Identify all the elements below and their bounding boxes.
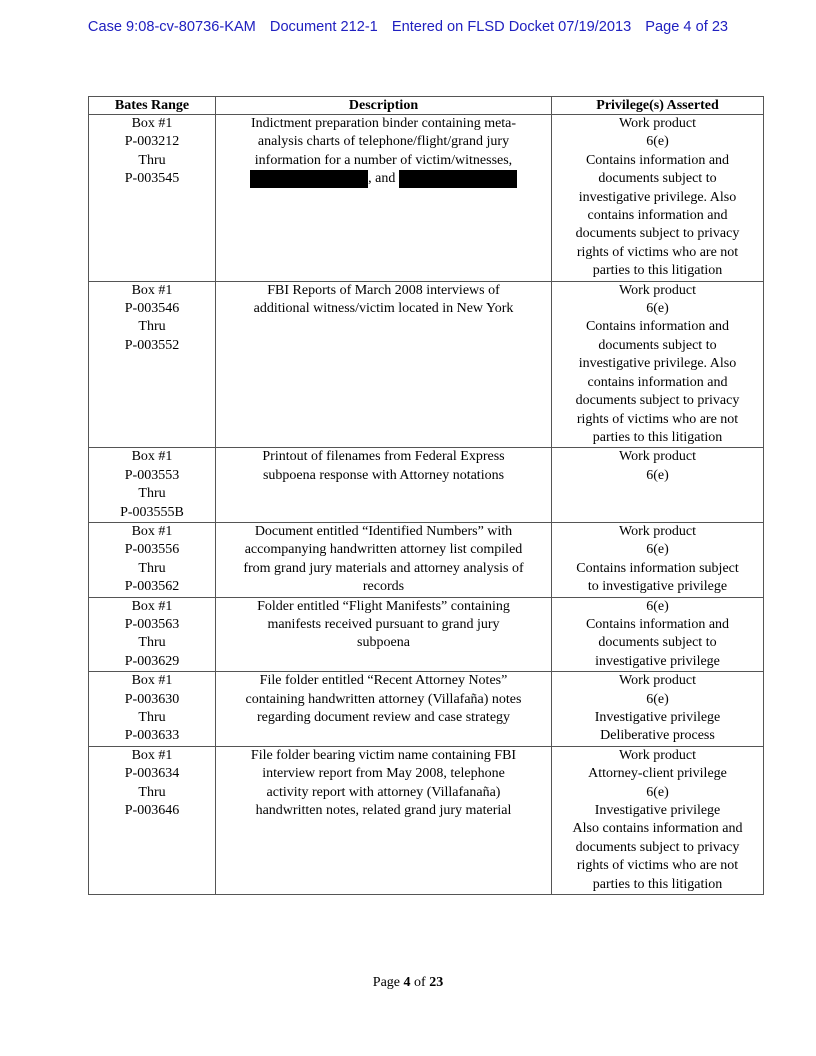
- privilege-line: rights of victims who are not: [576, 858, 739, 874]
- bates-line: P-003630: [124, 691, 180, 707]
- bates-line: P-003555B: [120, 504, 184, 520]
- bates-cell: [89, 281, 216, 448]
- privilege-line: Work product: [618, 282, 697, 298]
- bates-cell: [89, 746, 216, 894]
- document-number: Document 212-1: [269, 19, 378, 35]
- docket-entry: Entered on FLSD Docket 07/19/2013: [391, 19, 632, 35]
- privilege-line: investigative privilege: [595, 653, 720, 669]
- bates-line: P-003562: [124, 579, 180, 595]
- redacted-line: [218, 170, 549, 188]
- privilege-line: Contains information and: [585, 319, 730, 335]
- description-line: regarding document review and case strategy: [256, 710, 511, 725]
- description-line: Document entitled “Identified Numbers” with: [254, 523, 513, 539]
- description-line: subpoena: [357, 635, 410, 651]
- privilege-line: 6(e): [646, 784, 669, 800]
- privilege-line: parties to this litigation: [592, 263, 723, 279]
- privilege-line: documents subject to privacy: [575, 393, 740, 409]
- description-line: File folder bearing victim name containing FBI: [250, 747, 517, 763]
- privilege-line: 6(e): [646, 134, 669, 150]
- bates-line: P-003629: [124, 653, 180, 669]
- description-line: Printout of filenames from Federal Express: [262, 449, 505, 465]
- table-row: [89, 522, 764, 597]
- privilege-line: rights of victims who are not: [576, 244, 739, 260]
- privilege-line: investigative privilege. Also: [578, 189, 737, 205]
- table-row: [89, 597, 764, 672]
- privilege-line: parties to this litigation: [592, 876, 723, 892]
- bates-line: P-003212: [124, 134, 180, 150]
- description-line: FBI Reports of March 2008 interviews of: [267, 282, 500, 298]
- privilege-line: Investigative privilege: [594, 803, 721, 819]
- docket-header: [0, 19, 816, 35]
- privilege-line: Investigative privilege: [594, 710, 721, 725]
- privilege-line: Contains information and: [585, 616, 730, 632]
- bates-line: P-003634: [124, 766, 180, 782]
- privilege-line: 6(e): [646, 542, 669, 558]
- privilege-line: Work product: [618, 747, 697, 763]
- description-line: handwritten notes, related grand jury material: [255, 803, 512, 819]
- description-cell: [216, 522, 552, 597]
- footer-total-pages: 23: [429, 975, 444, 990]
- bates-line: Box #1: [131, 598, 173, 614]
- case-number: Case 9:08-cv-80736-KAM: [87, 19, 256, 35]
- bates-line: Box #1: [131, 449, 173, 465]
- privilege-line: Contains information subject: [576, 560, 739, 576]
- column-header-bates: Bates Range: [89, 97, 216, 115]
- privilege-line: to investigative privilege: [587, 579, 728, 595]
- description-line: interview report from May 2008, telephone: [262, 766, 505, 782]
- privilege-line: Work product: [618, 523, 697, 539]
- privilege-line: contains information and: [587, 208, 728, 224]
- footer-page-label: Page: [372, 975, 401, 990]
- privileges-cell: [552, 597, 764, 672]
- description-line: activity report with attorney (Villafanaña): [266, 784, 501, 800]
- privilege-line: investigative privilege. Also: [578, 356, 737, 372]
- privilege-line: 6(e): [646, 691, 669, 707]
- description-cell: [216, 672, 552, 747]
- header-page-number: Page 4 of 23: [645, 19, 729, 35]
- footer-current-page: 4: [403, 975, 411, 990]
- bates-line: Box #1: [131, 747, 173, 763]
- bates-line: P-003556: [124, 542, 180, 558]
- privilege-line: contains information and: [587, 374, 728, 390]
- privilege-line: Also contains information and: [572, 821, 743, 837]
- bates-cell: [89, 522, 216, 597]
- privilege-line: documents subject to privacy: [575, 226, 740, 242]
- privilege-log-table: [88, 96, 764, 895]
- description-cell: [216, 597, 552, 672]
- bates-line: Thru: [138, 560, 166, 576]
- bates-line: P-003563: [124, 616, 180, 632]
- bates-line: P-003552: [124, 337, 180, 353]
- privilege-line: parties to this litigation: [592, 429, 723, 445]
- bates-line: P-003646: [124, 803, 180, 819]
- bates-line: Thru: [138, 635, 166, 651]
- bates-line: P-003553: [124, 467, 180, 483]
- bates-cell: [89, 597, 216, 672]
- bates-cell: [89, 448, 216, 523]
- privileges-cell: [552, 281, 764, 448]
- privileges-cell: [552, 746, 764, 894]
- description-cell: [216, 746, 552, 894]
- privilege-line: documents subject to: [598, 337, 717, 353]
- bates-line: Thru: [138, 319, 166, 335]
- description-line: information for a number of victim/witnesses,: [254, 152, 513, 168]
- bates-cell: [89, 115, 216, 282]
- bates-line: Box #1: [131, 116, 173, 131]
- privilege-line: documents subject to: [598, 171, 717, 187]
- bates-line: Box #1: [131, 282, 173, 298]
- column-header-description: Description: [216, 97, 552, 115]
- bates-line: Thru: [138, 710, 166, 725]
- privilege-line: Work product: [618, 449, 697, 465]
- table-row: [89, 672, 764, 747]
- bates-line: P-003546: [124, 301, 180, 317]
- footer-of-label: of: [414, 975, 426, 990]
- description-line: accompanying handwritten attorney list compiled: [244, 542, 523, 558]
- bates-line: Box #1: [131, 673, 173, 689]
- description-line: File folder entitled “Recent Attorney Notes”: [259, 673, 508, 689]
- privileges-cell: [552, 115, 764, 282]
- privilege-line: Attorney-client privilege: [588, 766, 727, 782]
- description-line: additional witness/victim located in New York: [253, 301, 514, 317]
- privilege-line: rights of victims who are not: [576, 411, 739, 427]
- table-row: [89, 281, 764, 448]
- redaction-box: [399, 170, 517, 188]
- table-row: [89, 448, 764, 523]
- description-cell: [216, 115, 552, 282]
- bates-line: Thru: [138, 784, 166, 800]
- privilege-line: 6(e): [646, 598, 669, 614]
- table-row: [89, 746, 764, 894]
- description-line: manifests received pursuant to grand jury: [267, 616, 500, 632]
- bates-line: P-003633: [124, 728, 180, 744]
- privilege-line: Work product: [618, 673, 697, 689]
- description-line: analysis charts of telephone/flight/grand jury: [257, 134, 510, 150]
- description-cell: [216, 448, 552, 523]
- page-footer: [0, 975, 816, 991]
- privileges-cell: [552, 448, 764, 523]
- bates-line: P-003545: [124, 171, 180, 187]
- bates-line: Thru: [138, 486, 166, 502]
- privilege-line: documents subject to: [598, 635, 717, 651]
- table-row: [89, 115, 764, 282]
- bates-cell: [89, 672, 216, 747]
- privilege-line: documents subject to privacy: [575, 839, 740, 855]
- description-line: records: [362, 579, 405, 595]
- column-header-privileges: Privilege(s) Asserted: [552, 97, 764, 115]
- privilege-line: 6(e): [646, 467, 669, 483]
- privilege-line: Work product: [618, 116, 697, 131]
- description-cell: [216, 281, 552, 448]
- privileges-cell: [552, 522, 764, 597]
- bates-line: Box #1: [131, 523, 173, 539]
- description-line: from grand jury materials and attorney analysis of: [243, 560, 524, 576]
- description-line: containing handwritten attorney (Villafaña) notes: [245, 691, 522, 707]
- privileges-cell: [552, 672, 764, 747]
- description-line: subpoena response with Attorney notations: [262, 467, 505, 483]
- privilege-line: Contains information and: [585, 152, 730, 168]
- table-header-row: [89, 97, 764, 115]
- privilege-line: Deliberative process: [600, 728, 715, 744]
- redaction-box: [250, 170, 368, 188]
- bates-line: Thru: [138, 152, 166, 168]
- privilege-line: 6(e): [646, 301, 669, 317]
- description-line: Folder entitled “Flight Manifests” containing: [257, 598, 510, 614]
- redaction-separator: , and: [368, 171, 396, 187]
- description-line: Indictment preparation binder containing meta-: [250, 116, 517, 131]
